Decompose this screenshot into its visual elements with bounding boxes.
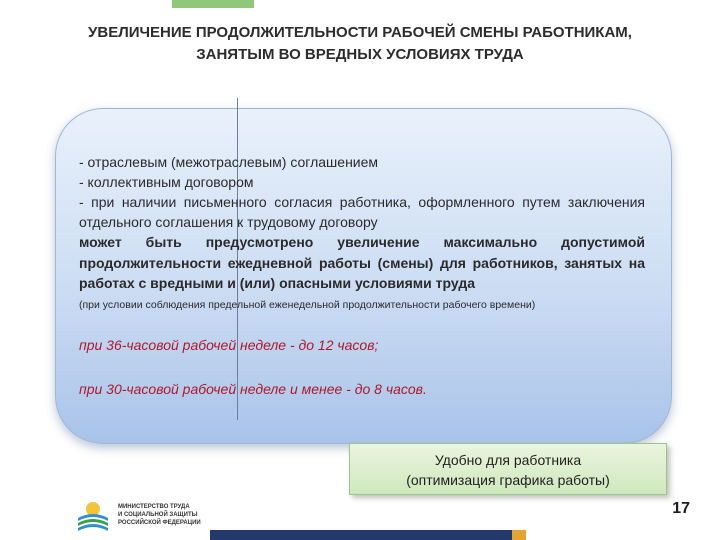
slide-title xyxy=(20,22,700,66)
footer-bar-accent xyxy=(512,530,526,540)
ministry-emblem-icon xyxy=(76,498,110,534)
slide-title-line1: УВЕЛИЧЕНИЕ ПРОДОЛЖИТЕЛЬНОСТИ РАБОЧЕЙ СМЕНЫ РАБОТНИКАМ, xyxy=(88,24,632,41)
ministry-name-line2: И СОЦИАЛЬНОЙ ЗАЩИТЫ xyxy=(118,512,198,518)
ministry-name-line1: МИНИСТЕРСТВО ТРУДА xyxy=(118,504,190,510)
page-number: 17 xyxy=(672,500,690,517)
slide-title-line2: ЗАНЯТЫМ ВО ВРЕДНЫХ УСЛОВИЯХ ТРУДА xyxy=(196,46,524,63)
footer-bar xyxy=(210,530,522,540)
case-30-hour-week: при 30-часовой рабочей неделе и менее - до 8 часов. xyxy=(79,380,427,397)
case-36-hour-week: при 36-часовой рабочей неделе - до 12 часов; xyxy=(79,336,379,353)
condition-note: (при условии соблюдения предельной еженедельной продолжительности рабочего времени) xyxy=(79,298,536,311)
list-item-industry-agreement: - отраслевым (межотраслевым) соглашением xyxy=(79,154,379,170)
main-statement: может быть предусмотрено увеличение максимально допустимой продолжительности ежедневной работы (смены) для работников, занятых на работах с вредными и (или) опасными условиями труда xyxy=(79,234,645,291)
ministry-name xyxy=(118,503,228,527)
callout-line1: Удобно для работника xyxy=(434,452,582,468)
panel-content xyxy=(79,152,645,399)
header-accent-tab xyxy=(172,0,254,8)
ministry-name-line3: РОССИЙСКОЙ ФЕДЕРАЦИИ xyxy=(118,520,201,526)
employee-benefit-callout xyxy=(349,443,667,495)
list-item-collective-agreement: - коллективным договором xyxy=(79,174,254,190)
list-item-written-consent: - при наличии письменного согласия работника, оформленного путем заключения отдельного соглашения к трудовому договору xyxy=(79,194,645,230)
callout-line2: (оптимизация графика работы) xyxy=(406,472,610,488)
